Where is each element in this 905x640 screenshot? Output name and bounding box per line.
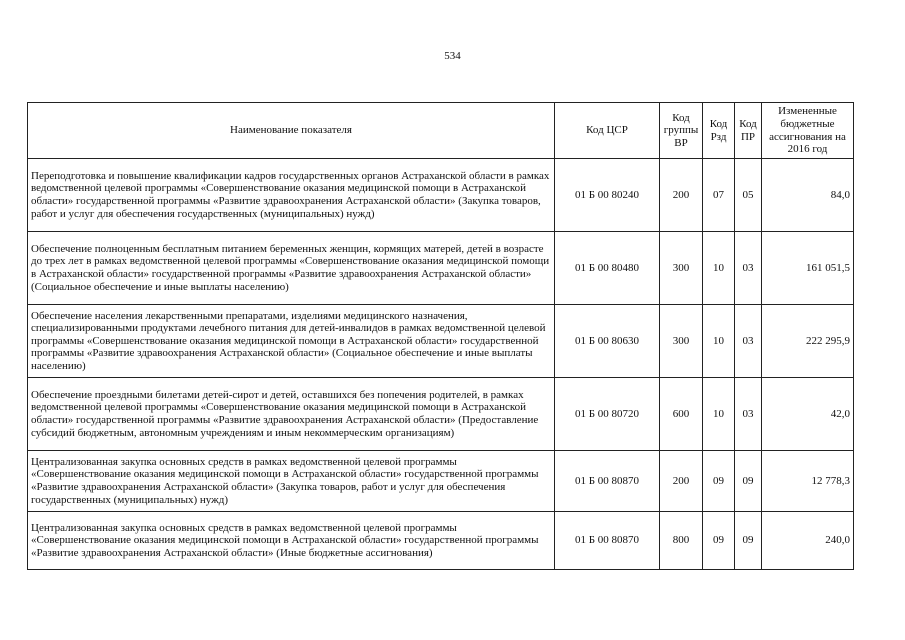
row-indicator-name: Централизованная закупка основных средств в рамках ведомственной целевой программы «Совершенствование оказания медицинской помощи в Астраханской области» государственной программы «Развитие здравоохранения Астраханской области» (Закупка товаров, работ и услуг для обеспечения государственных (муниципальных) нужд) <box>28 451 555 512</box>
row-csr-code: 01 Б 00 80630 <box>555 305 660 378</box>
row-rzd-code: 07 <box>703 159 735 232</box>
header-indicator-name: Наименование показателя <box>28 103 555 159</box>
row-amount: 222 295,9 <box>762 305 854 378</box>
row-vr-code: 600 <box>660 378 703 451</box>
row-rzd-code: 09 <box>703 451 735 512</box>
row-indicator-name: Обеспечение населения лекарственными препаратами, изделиями медицинского назначения, специализированными продуктами лечебного питания для детей-инвалидов в рамках ведомственной целевой программы «Совершенствование оказания медицинской помощи в Астраханской области» государственной программы «Развитие здравоохранения Астраханской области» (Социальное обеспечение и иные выплаты населению) <box>28 305 555 378</box>
row-amount: 42,0 <box>762 378 854 451</box>
header-vr-group-code: Код группы ВР <box>660 103 703 159</box>
row-vr-code: 300 <box>660 305 703 378</box>
header-pr-code: Код ПР <box>735 103 762 159</box>
row-pr-code: 03 <box>735 305 762 378</box>
row-pr-code: 03 <box>735 378 762 451</box>
row-pr-code: 09 <box>735 451 762 512</box>
row-vr-code: 800 <box>660 512 703 570</box>
row-rzd-code: 10 <box>703 378 735 451</box>
row-indicator-name: Обеспечение полноценным бесплатным питанием беременных женщин, кормящих матерей, детей в возрасте до трех лет в рамках ведомственной целевой программы «Совершенствование оказания медицинской помощи в Астраханской области» государственной программы «Развитие здравоохранения Астраханской области» (Социальное обеспечение и иные выплаты населению) <box>28 232 555 305</box>
row-amount: 161 051,5 <box>762 232 854 305</box>
page-number: 534 <box>444 50 461 62</box>
header-amount: Измененные бюджетные ассигнования на 2016 год <box>762 103 854 159</box>
header-csr-code: Код ЦСР <box>555 103 660 159</box>
row-amount: 12 778,3 <box>762 451 854 512</box>
table-row <box>28 451 854 512</box>
row-rzd-code: 09 <box>703 512 735 570</box>
table-row <box>28 232 854 305</box>
row-csr-code: 01 Б 00 80240 <box>555 159 660 232</box>
row-csr-code: 01 Б 00 80870 <box>555 512 660 570</box>
row-csr-code: 01 Б 00 80870 <box>555 451 660 512</box>
table-row <box>28 159 854 232</box>
row-csr-code: 01 Б 00 80480 <box>555 232 660 305</box>
table-row <box>28 378 854 451</box>
row-indicator-name: Переподготовка и повышение квалификации кадров государственных органов Астраханской области в рамках ведомственной целевой программы «Совершенствование оказания медицинской помощи в Астраханской области» государственной программы «Развитие здравоохранения Астраханской области» (Закупка товаров, работ и услуг для обеспечения государственных (муниципальных) нужд) <box>28 159 555 232</box>
row-indicator-name: Обеспечение проездными билетами детей-сирот и детей, оставшихся без попечения родителей, в рамках ведомственной целевой программы «Совершенствование оказания медицинской помощи в Астраханской области» государственной программы «Развитие здравоохранения Астраханской области» (Предоставление субсидий бюджетным, автономным учреждениям и иным некоммерческим организациям) <box>28 378 555 451</box>
row-pr-code: 05 <box>735 159 762 232</box>
row-rzd-code: 10 <box>703 305 735 378</box>
row-amount: 240,0 <box>762 512 854 570</box>
table-row <box>28 512 854 570</box>
row-vr-code: 200 <box>660 451 703 512</box>
row-indicator-name: Централизованная закупка основных средств в рамках ведомственной целевой программы «Совершенствование оказания медицинской помощи в Астраханской области» государственной программы «Развитие здравоохранения Астраханской области» (Иные бюджетные ассигнования) <box>28 512 555 570</box>
header-rzd-code: Код Рзд <box>703 103 735 159</box>
row-csr-code: 01 Б 00 80720 <box>555 378 660 451</box>
row-pr-code: 09 <box>735 512 762 570</box>
row-pr-code: 03 <box>735 232 762 305</box>
table-header-row <box>28 103 854 159</box>
row-rzd-code: 10 <box>703 232 735 305</box>
budget-allocations-table <box>27 102 854 570</box>
row-vr-code: 300 <box>660 232 703 305</box>
table-row <box>28 305 854 378</box>
row-vr-code: 200 <box>660 159 703 232</box>
row-amount: 84,0 <box>762 159 854 232</box>
